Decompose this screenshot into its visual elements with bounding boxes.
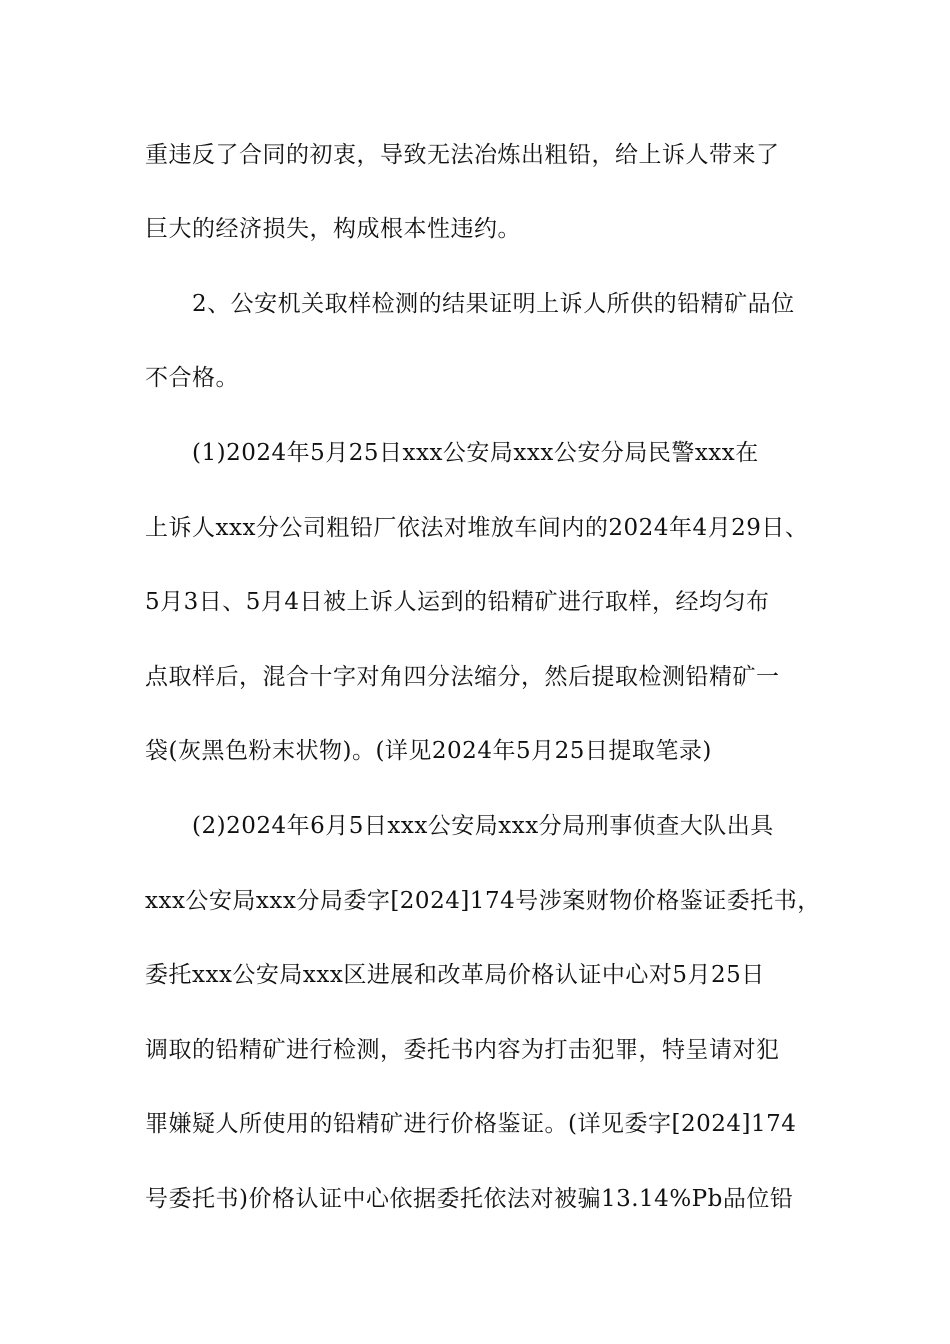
text-line-14: 罪嫌疑人所使用的铅精矿进行价格鉴证。(详见委字[2024]174 (145, 1111, 797, 1137)
text-line-6: 上诉人xxx分公司粗铅厂依法对堆放车间内的2024年4月29日、 (145, 515, 809, 541)
text-line-1: 重违反了合同的初衷，导致无法冶炼出粗铅，给上诉人带来了 (145, 142, 780, 168)
text-line-5: (1)2024年5月25日xxx公安局xxx公安分局民警xxx在 (192, 440, 759, 466)
text-line-3: 2、公安机关取样检测的结果证明上诉人所供的铅精矿品位 (192, 291, 795, 317)
text-line-12: 委托xxx公安局xxx区进展和改革局价格认证中心对5月25日 (145, 962, 765, 988)
text-line-15: 号委托书)价格认证中心依据委托依法对被骗13.14%Pb品位铅 (145, 1186, 794, 1212)
text-line-10: (2)2024年6月5日xxx公安局xxx分局刑事侦查大队出具 (192, 813, 774, 839)
text-line-13: 调取的铅精矿进行检测，委托书内容为打击犯罪，特呈请对犯 (145, 1037, 780, 1063)
text-line-11: xxx公安局xxx分局委字[2024]174号涉案财物价格鉴证委托书， (145, 888, 821, 914)
text-line-7: 5月3日、5月4日被上诉人运到的铅精矿进行取样，经均匀布 (145, 589, 770, 615)
text-line-2: 巨大的经济损失，构成根本性违约。 (145, 216, 521, 242)
text-line-4: 不合格。 (145, 365, 239, 391)
text-line-9: 袋(灰黑色粉末状物)。(详见2024年5月25日提取笔录) (145, 738, 712, 764)
text-line-8: 点取样后，混合十字对角四分法缩分，然后提取检测铅精矿一 (145, 664, 780, 690)
